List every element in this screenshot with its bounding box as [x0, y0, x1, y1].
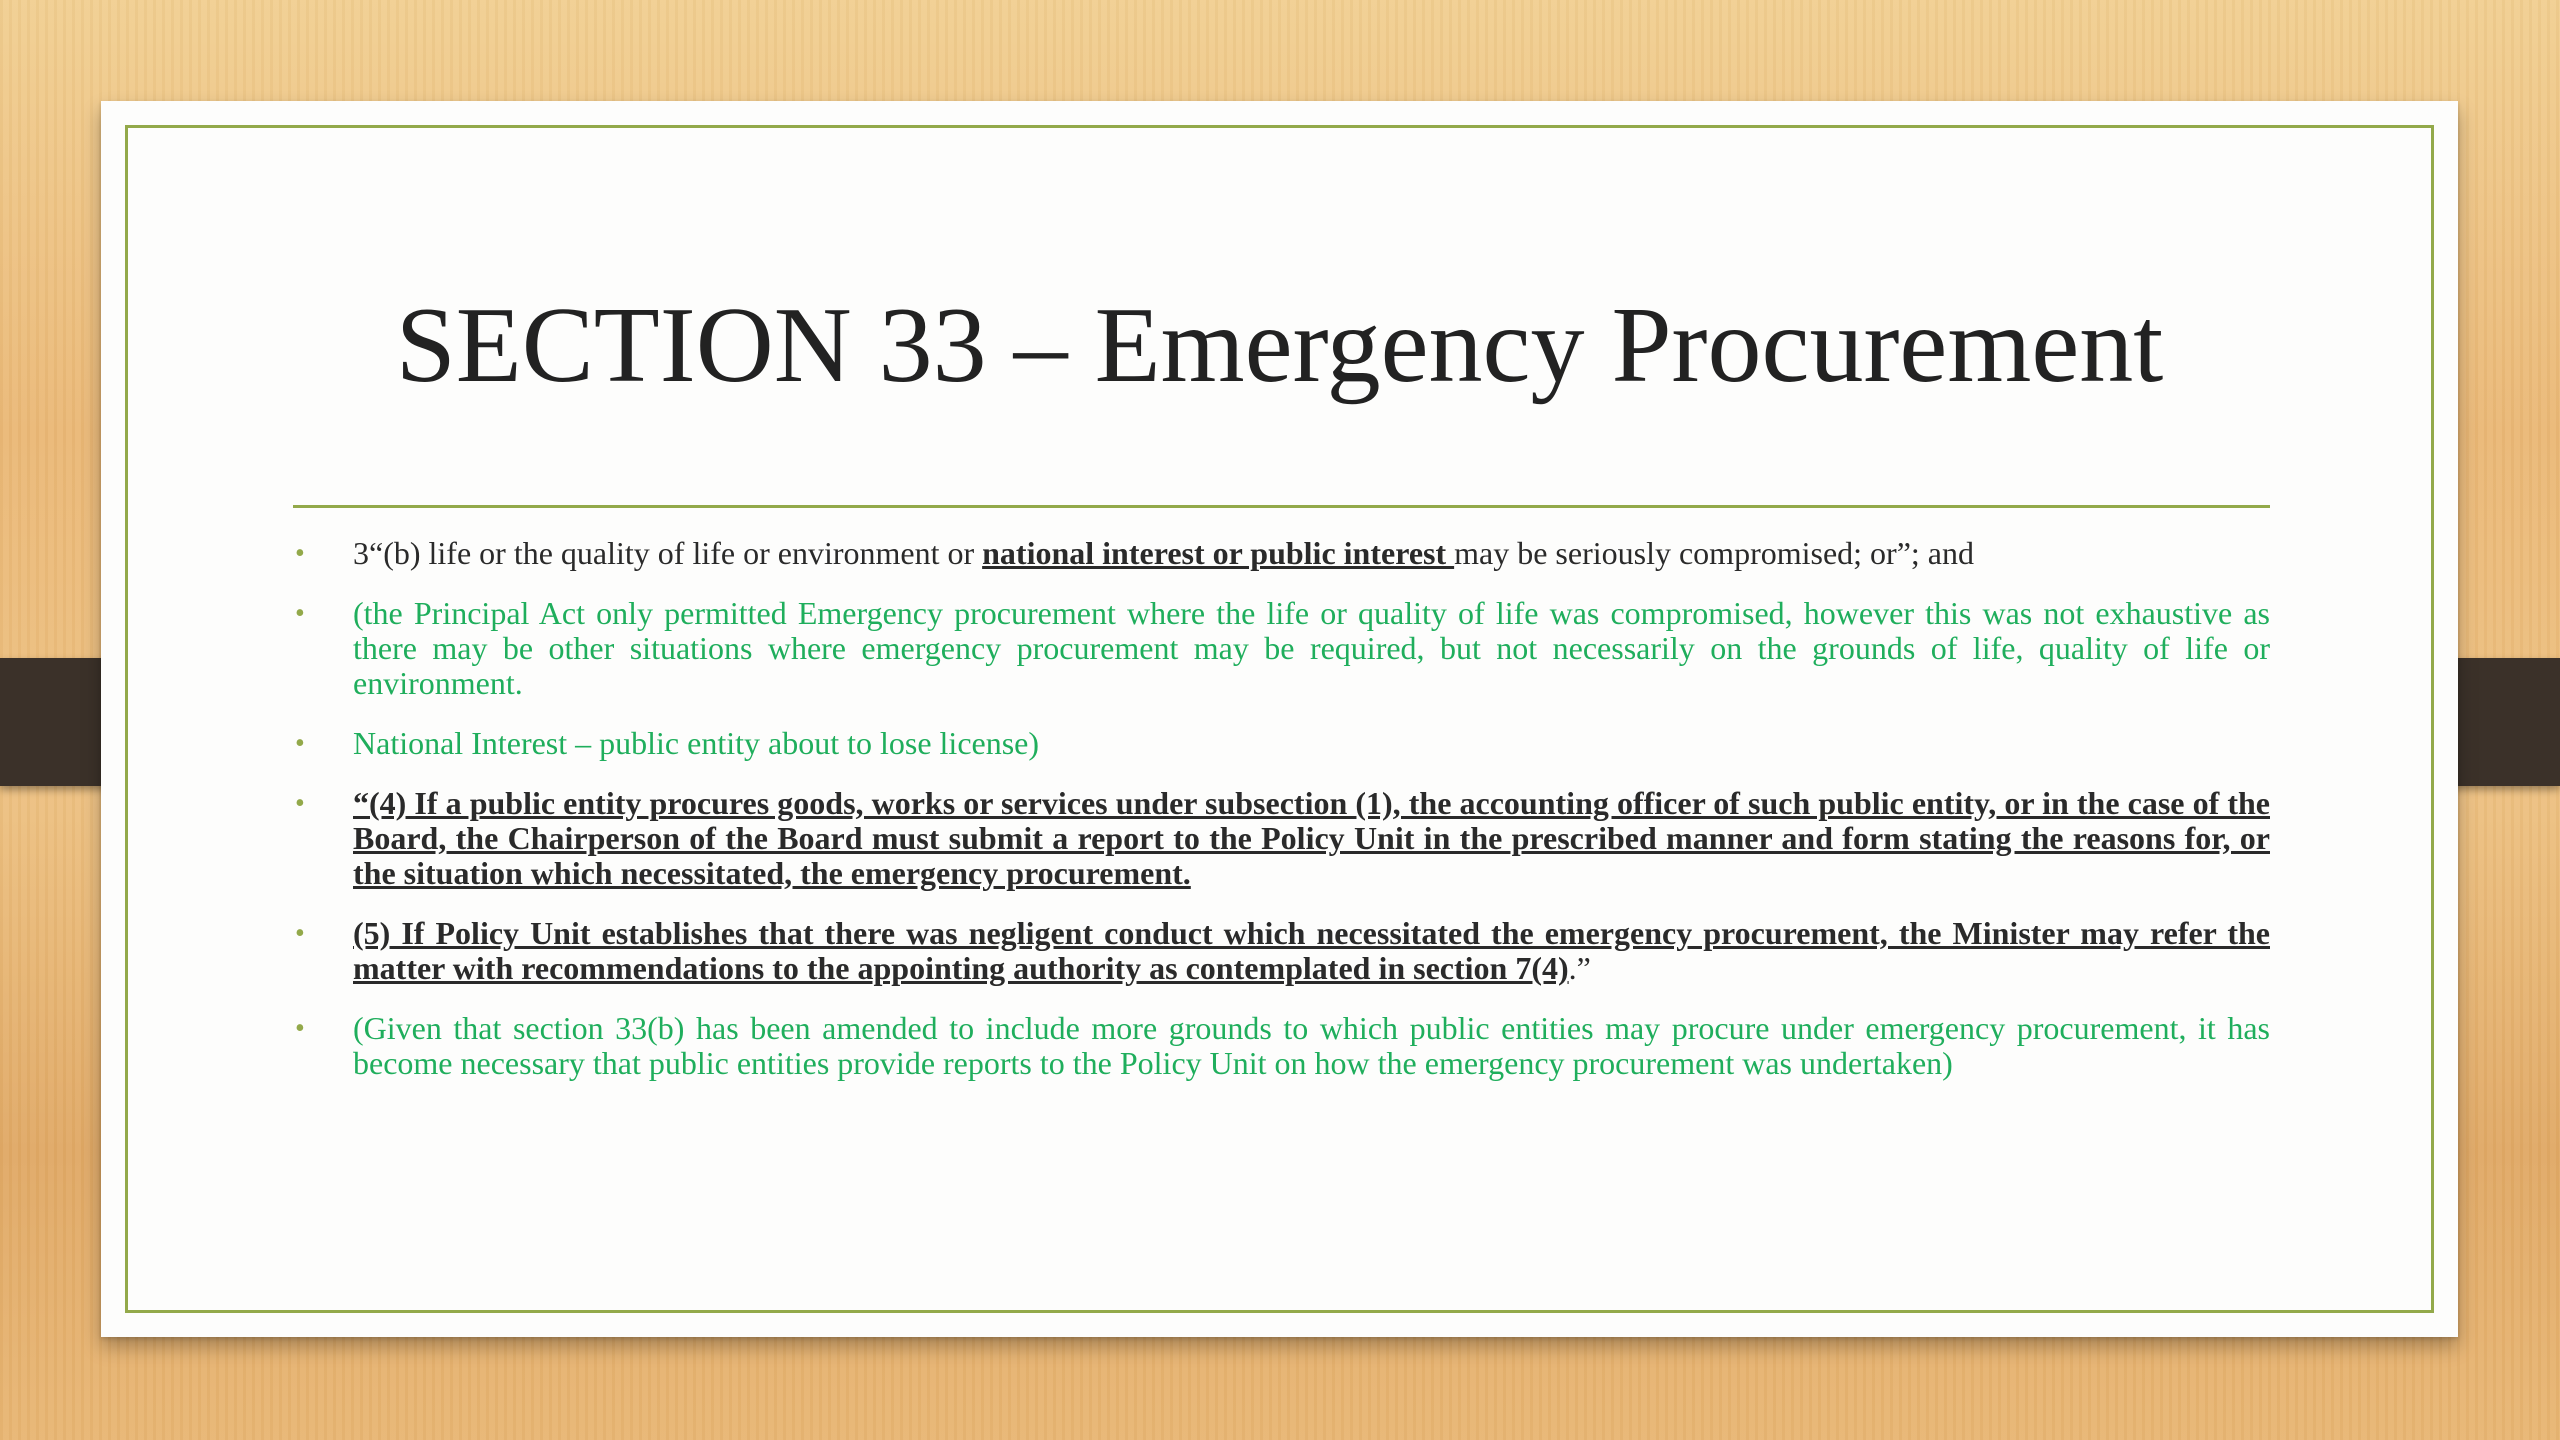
- bullet-emphasis: (5) If Policy Unit establishes that there was negligent conduct which necessitated the emergency procurement, the Minister may refer the matter with recommendations to the appointing authority as contemplated in section 7(4): [353, 915, 2270, 986]
- bullet-text: may be seriously compromised; or”; and: [1454, 535, 1974, 571]
- slide: [101, 101, 2458, 1337]
- bullet-dot: •: [295, 918, 305, 949]
- bullet-dot: •: [295, 598, 305, 629]
- bullet-text: (Given that section 33(b) has been amended to include more grounds to which public entities may procure under emergency procurement, it has become necessary that public entities provide reports to the Policy Unit on how the emergency procurement was undertaken): [353, 1010, 2270, 1081]
- bullet-list: [295, 535, 2270, 1106]
- bullet-national-interest-note: [295, 725, 2270, 761]
- bullet-reporting-note: [295, 1010, 2270, 1081]
- bullet-dot: •: [295, 1013, 305, 1044]
- bullet-dot: •: [295, 538, 305, 569]
- bullet-subsection-5: [295, 915, 2270, 986]
- bullet-emphasis: “(4) If a public entity procures goods, works or services under subsection (1), the accounting officer of such public entity, or in the case of the Board, the Chairperson of the Board must submit a report to the Policy Unit in the prescribed manner and form stating the reasons for, or the situation which necessitated, the emergency procurement.: [353, 785, 2270, 891]
- bullet-subsection-4: [295, 785, 2270, 891]
- slide-title: SECTION 33 – Emergency Procurement: [395, 286, 2164, 405]
- bullet-amendment-3b: [295, 535, 2270, 571]
- bullet-emphasis: national interest or public interest: [982, 535, 1455, 571]
- bullet-principal-act-note: [295, 595, 2270, 701]
- bullet-text: 3“(b) life or the quality of life or environment or: [353, 535, 983, 571]
- bullet-text: (the Principal Act only permitted Emergency procurement where the life or quality of life was compromised, however this was not exhaustive as there may be other situations where emergency procurement may be required, but not necessarily on the grounds of life, quality of life or environment.: [353, 595, 2270, 701]
- bullet-text: National Interest – public entity about to lose license): [353, 725, 1040, 761]
- bullet-text: .”: [1568, 950, 1591, 986]
- bullet-dot: •: [295, 728, 305, 759]
- title-divider: [293, 505, 2270, 508]
- bullet-dot: •: [295, 788, 305, 819]
